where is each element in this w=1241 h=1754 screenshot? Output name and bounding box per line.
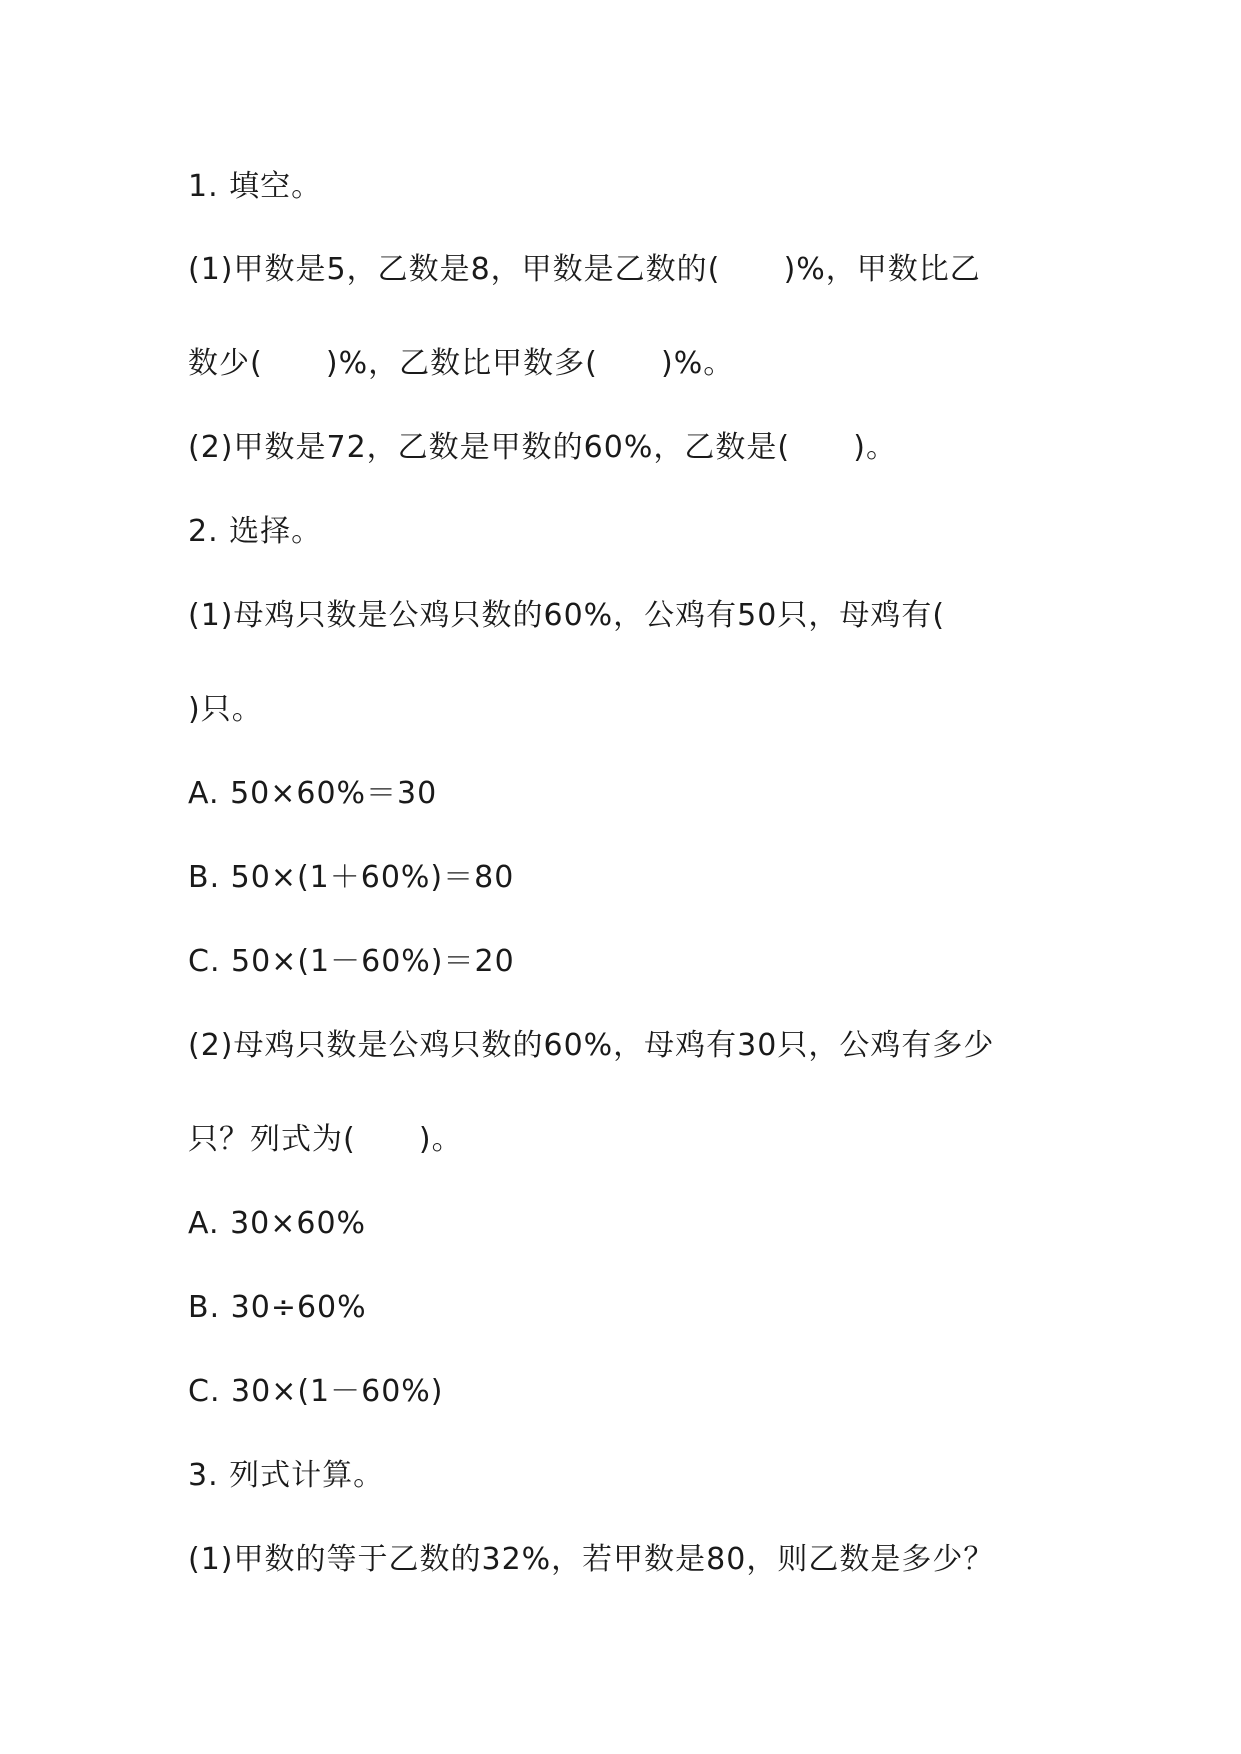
q2-part2-option-c: C. 30×(1－60%) (188, 1374, 444, 1409)
q1-part1-line2: 数少( )%，乙数比甲数多( )%。 (188, 346, 735, 381)
q2-part2-option-b: B. 30÷60% (188, 1290, 367, 1325)
q2-part2-line1: (2)母鸡只数是公鸡只数的60%，母鸡有30只，公鸡有多少 (188, 1028, 995, 1063)
q2-part1-option-b: B. 50×(1＋60%)＝80 (188, 860, 515, 895)
q2-part1-option-a: A. 50×60%＝30 (188, 776, 438, 811)
q1-heading: 1. 填空。 (188, 169, 323, 204)
q3-part1: (1)甲数的等于乙数的32%，若甲数是80，则乙数是多少？ (188, 1542, 995, 1577)
q3-heading: 3. 列式计算。 (188, 1458, 385, 1493)
q2-part2-line2: 只？列式为( )。 (188, 1122, 463, 1157)
q2-part1-line2: )只。 (188, 692, 263, 727)
q1-part1-line1: (1)甲数是5，乙数是8，甲数是乙数的( )%，甲数比乙 (188, 252, 981, 287)
q1-part2: (2)甲数是72，乙数是甲数的60%，乙数是( )。 (188, 430, 897, 465)
q2-part2-option-a: A. 30×60% (188, 1206, 367, 1241)
q2-part1-line1: (1)母鸡只数是公鸡只数的60%，公鸡有50只，母鸡有( (188, 598, 946, 633)
q2-part1-option-c: C. 50×(1－60%)＝20 (188, 944, 515, 979)
q2-heading: 2. 选择。 (188, 514, 323, 549)
